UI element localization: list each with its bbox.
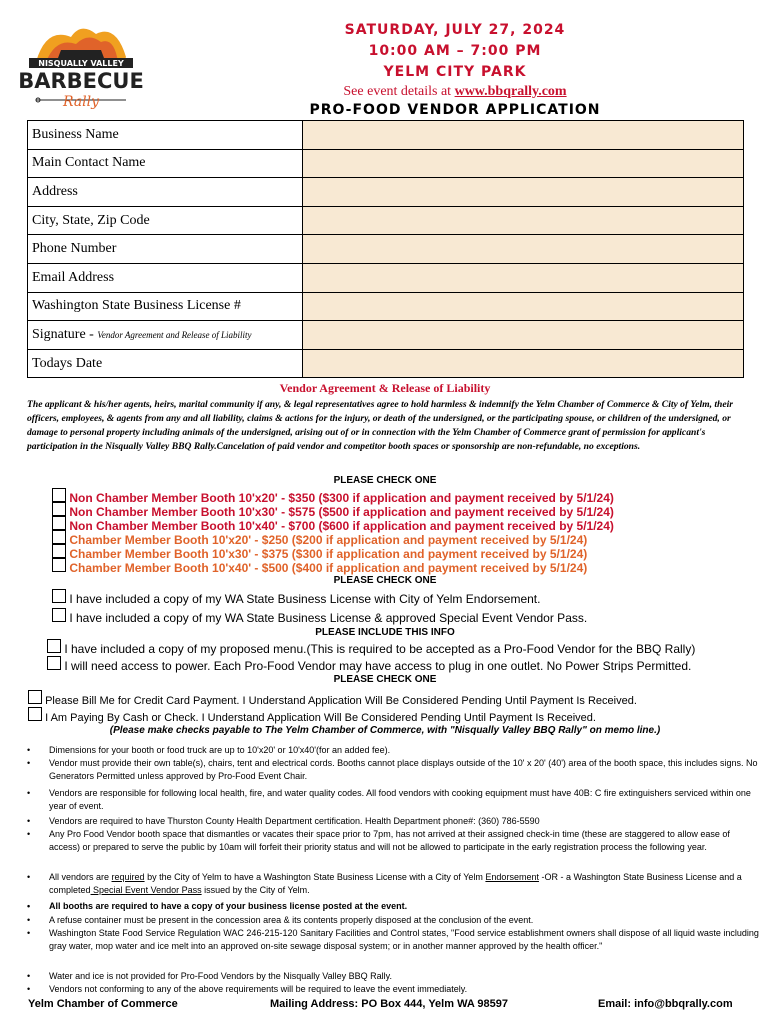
license-checkbox[interactable] bbox=[52, 589, 66, 603]
rule-text-part: Endorsement bbox=[485, 872, 539, 882]
event-details-prefix: See event details at bbox=[343, 84, 455, 99]
license-checkbox[interactable] bbox=[52, 608, 66, 622]
bullet-icon: • bbox=[27, 901, 31, 911]
rule-text: Vendors are responsible for following local health, fire, and water quality codes. All food vendors with cooking equipment must have 40B: C fire extinguishers serviced within one year of event. bbox=[49, 788, 751, 811]
payment-option bbox=[28, 690, 637, 707]
license-field[interactable] bbox=[303, 292, 744, 321]
rule-text: All booths are required to have a copy of your business license posted at the event. bbox=[49, 901, 408, 911]
menu-label: I have included a copy of my proposed menu.(This is required to be accepted as a Pro-Food Vendor for the BBQ Rally) bbox=[64, 642, 696, 656]
booth-option bbox=[52, 516, 614, 533]
payment-option bbox=[28, 707, 596, 724]
license-label: I have included a copy of my WA State Business License with City of Yelm Endorsement. bbox=[69, 592, 541, 606]
rule-item bbox=[27, 871, 747, 899]
license-label: I have included a copy of my WA State Business License & approved Special Event Vendor Pass. bbox=[69, 611, 588, 625]
date-field[interactable] bbox=[303, 349, 744, 378]
bullet-icon: • bbox=[27, 928, 31, 938]
address-label: Address bbox=[28, 178, 303, 207]
payment-checkbox[interactable] bbox=[28, 707, 42, 721]
rule-text-part: All vendors are bbox=[49, 872, 112, 882]
footer-org: Yelm Chamber of Commerce bbox=[28, 998, 178, 1010]
signature-label bbox=[28, 321, 303, 350]
rule-item bbox=[27, 970, 747, 983]
menu-option bbox=[47, 639, 695, 656]
rule-item bbox=[27, 815, 747, 828]
event-details bbox=[300, 84, 610, 100]
rule-text: Dimensions for your booth or food truck are up to 10'x20' or 10'x40'(for an added fee). bbox=[49, 745, 391, 755]
vendor-form-table bbox=[27, 120, 744, 378]
rule-text: Any Pro Food Vendor booth space that dismantles or vacates their space prior to 7pm, has not arrived at their assigned check-in time (these are staggered to allow ease of access) or prepared to serve the public by 10am will forfeit their priority status and will not be allowed to participate in the early registration process the following year. bbox=[49, 829, 730, 852]
booth-checkbox[interactable] bbox=[52, 502, 66, 516]
checks-note: (Please make checks payable to The Yelm Chamber of Commerce, with "Nisqually Valley BBQ Rally" on memo line.) bbox=[109, 725, 661, 736]
rule-text-part: issued by the City of Yelm. bbox=[201, 885, 310, 895]
booth-label: Chamber Member Booth 10'x30' - $375 ($300 if application and payment received by 5/1/24) bbox=[69, 547, 588, 561]
agreement-title: Vendor Agreement & Release of Liability bbox=[279, 381, 491, 395]
include-info-heading: PLEASE INCLUDE THIS INFO bbox=[315, 627, 455, 638]
application-title: PRO-FOOD VENDOR APPLICATION bbox=[309, 102, 601, 118]
rule-text: Vendors are required to have Thurston County Health Department certification. Health Department phone#: (360) 786-5590 bbox=[49, 816, 540, 826]
booth-label: Non Chamber Member Booth 10'x20' - $350 ($300 if application and payment received by 5/1/24) bbox=[69, 491, 614, 505]
email-label: Email Address bbox=[28, 263, 303, 292]
rule-text-part: -OR - a Washington State Business License and a completed bbox=[49, 872, 742, 895]
rule-text-part: by the City of Yelm to have a Washington State Business License with a City of Yelm bbox=[144, 872, 486, 882]
rule-text: Vendor must provide their own table(s), chairs, tent and electrical cords. Booths cannot place displays outside of the 10' x 20' (40') area of the booth space, this includes signs. No Generators Permitted unless approved by Pro-Food Event Chair. bbox=[49, 758, 758, 781]
rule-text-part: Special Event Vendor Pass bbox=[90, 885, 202, 895]
check-one-heading-booth: PLEASE CHECK ONE bbox=[333, 475, 437, 486]
main-contact-field[interactable] bbox=[303, 149, 744, 178]
rule-item bbox=[27, 744, 747, 757]
logo-main-text: BARBECUE bbox=[18, 69, 144, 93]
logo-top-text: NISQUALLY VALLEY bbox=[38, 59, 124, 68]
city-state-zip-field[interactable] bbox=[303, 206, 744, 235]
booth-option bbox=[52, 488, 614, 505]
rule-item bbox=[27, 914, 747, 927]
bullet-icon: • bbox=[27, 758, 31, 768]
booth-option bbox=[52, 502, 614, 519]
rule-item bbox=[27, 900, 747, 913]
license-option bbox=[52, 608, 587, 625]
rule-item bbox=[27, 828, 747, 868]
power-option bbox=[47, 656, 691, 673]
payment-label: Please Bill Me for Credit Card Payment. I Understand Application Will Be Considered Pending Until Payment Is Received. bbox=[45, 695, 637, 707]
main-contact-label: Main Contact Name bbox=[28, 149, 303, 178]
license-label: Washington State Business License # bbox=[28, 292, 303, 321]
power-label: I will need access to power. Each Pro-Food Vendor may have access to plug in one outlet. No Power Strips Permitted. bbox=[64, 659, 692, 673]
rule-text: A refuse container must be present in the concession area & its contents properly disposed at the conclusion of the event. bbox=[49, 915, 534, 925]
bullet-icon: • bbox=[27, 788, 31, 798]
booth-option bbox=[52, 544, 614, 561]
rule-text: Water and ice is not provided for Pro-Food Vendors by the Nisqually Valley BBQ Rally. bbox=[49, 971, 392, 981]
booth-options bbox=[52, 488, 614, 575]
address-field[interactable] bbox=[303, 178, 744, 207]
rule-text: Washington State Food Service Regulation WAC 246-215-120 Sanitary Facilities and Control states, "Food service establishment owners shall dispose of all liquid waste including gray water, mop water and ice melt into an approved on-site sewage disposal system; or in another manner approved by the health officer." bbox=[49, 928, 759, 951]
rule-text-part: required bbox=[111, 872, 145, 882]
phone-label: Phone Number bbox=[28, 235, 303, 264]
power-checkbox[interactable] bbox=[47, 656, 61, 670]
booth-label: Chamber Member Booth 10'x40' - $500 ($400 if application and payment received by 5/1/24) bbox=[69, 561, 588, 575]
email-field[interactable] bbox=[303, 263, 744, 292]
rule-text: Vendors not conforming to any of the above requirements will be required to leave the event immediately. bbox=[49, 984, 468, 994]
footer-mailing-address: Mailing Address: PO Box 444, Yelm WA 98597 bbox=[270, 998, 509, 1010]
rule-item bbox=[27, 757, 758, 787]
bbq-rally-logo bbox=[18, 22, 144, 112]
booth-option bbox=[52, 530, 614, 547]
check-one-heading-payment: PLEASE CHECK ONE bbox=[333, 674, 437, 685]
rule-item bbox=[27, 983, 747, 996]
booth-checkbox[interactable] bbox=[52, 558, 66, 572]
bullet-icon: • bbox=[27, 829, 31, 839]
license-option bbox=[52, 589, 540, 606]
payment-checkbox[interactable] bbox=[28, 690, 42, 704]
signature-field[interactable] bbox=[303, 321, 744, 350]
signature-note: Vendor Agreement and Release of Liability bbox=[97, 329, 252, 340]
footer-email: Email: info@bbqrally.com bbox=[598, 998, 733, 1010]
payment-label: I Am Paying By Cash or Check. I Understand Application Will Be Considered Pending Until Payment Is Received. bbox=[45, 712, 596, 724]
bullet-icon: • bbox=[27, 816, 31, 826]
agreement-text: The applicant & his/her agents, heirs, marital community if any, & legal representatives agree to hold harmless & indemnify the Yelm Chamber of Commerce & City of Yelm, their officers, employees, & agents from any and all liability, claims & actions for the injury, or death of the undersigned, or the participating spouse, or children of the undersigned, or damage to personal property including animals of the undersigned, arising out of or in connection with the Yelm Chamber of Commerce grant of permission for applicant's participation in the Nisqually Valley BBQ Rally.Cancelation of paid vendor and competitor booth spaces or sponsorship are non-refundable, no exceptions. bbox=[27, 399, 734, 452]
logo-script-text: Rally bbox=[62, 94, 100, 110]
booth-option bbox=[52, 558, 614, 575]
rule-text bbox=[49, 871, 759, 897]
menu-checkbox[interactable] bbox=[47, 639, 61, 653]
booth-checkbox[interactable] bbox=[52, 516, 66, 530]
booth-label: Non Chamber Member Booth 10'x40' - $700 ($600 if application and payment received by 5/1/24) bbox=[69, 519, 614, 533]
bullet-icon: • bbox=[27, 745, 31, 755]
business-name-label: Business Name bbox=[28, 121, 303, 150]
bullet-icon: • bbox=[27, 872, 31, 882]
booth-checkbox[interactable] bbox=[52, 530, 66, 544]
phone-field[interactable] bbox=[303, 235, 744, 264]
bullet-icon: • bbox=[27, 915, 31, 925]
date-label: Todays Date bbox=[28, 349, 303, 378]
booth-checkbox[interactable] bbox=[52, 488, 66, 502]
signature-label-text: Signature - bbox=[32, 326, 98, 342]
rule-item bbox=[27, 927, 759, 967]
city-state-zip-label: City, State, Zip Code bbox=[28, 206, 303, 235]
booth-label: Non Chamber Member Booth 10'x30' - $575 ($500 if application and payment received by 5/1/24) bbox=[69, 505, 614, 519]
event-time: 10:00 AM – 7:00 PM bbox=[368, 43, 542, 59]
event-venue: YELM CITY PARK bbox=[383, 64, 527, 80]
booth-checkbox[interactable] bbox=[52, 544, 66, 558]
bullet-icon: • bbox=[27, 971, 31, 981]
rule-item bbox=[27, 787, 751, 813]
booth-label: Chamber Member Booth 10'x20' - $250 ($200 if application and payment received by 5/1/24) bbox=[69, 533, 588, 547]
event-date: SATURDAY, JULY 27, 2024 bbox=[344, 22, 566, 38]
event-details-link[interactable]: www.bbqrally.com bbox=[454, 84, 567, 99]
bullet-icon: • bbox=[27, 984, 31, 994]
business-name-field[interactable] bbox=[303, 121, 744, 150]
check-one-heading-license: PLEASE CHECK ONE bbox=[333, 575, 437, 586]
